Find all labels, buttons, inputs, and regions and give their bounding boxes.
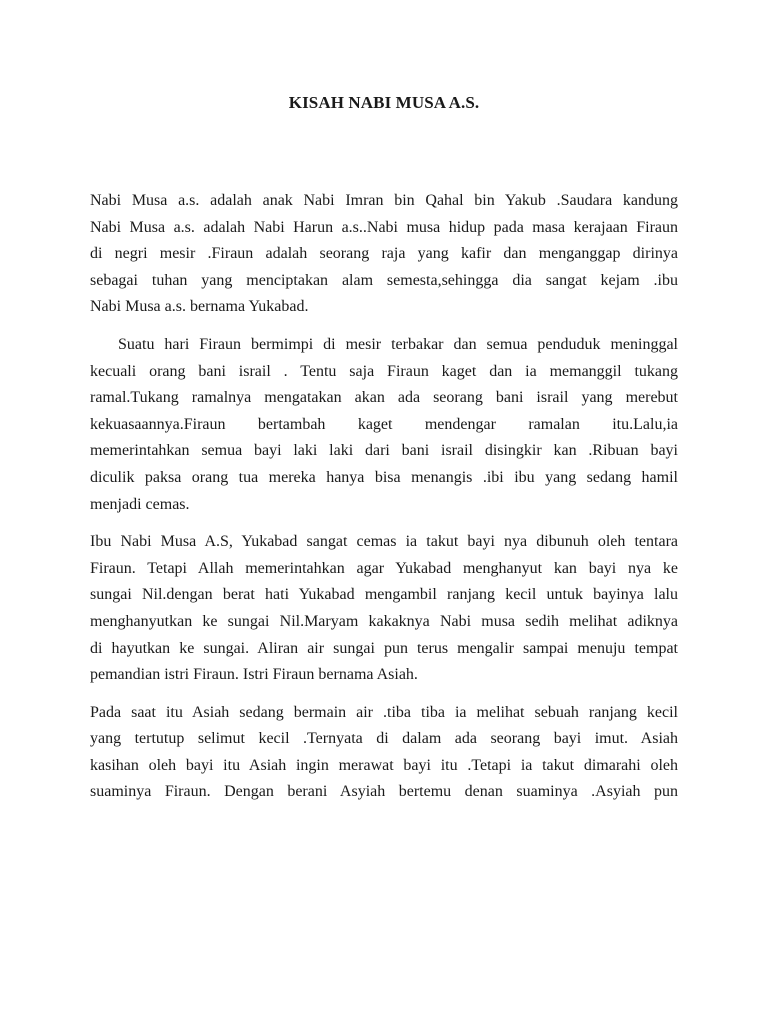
text-line: Pada saat itu Asiah sedang bermain air .tiba tiba ia melihat sebuah ranjang kecil <box>90 703 678 721</box>
text-line: suaminya Firaun. Dengan berani Asyiah bertemu denan suaminya .Asyiah pun <box>90 783 678 801</box>
text-line: Ibu Nabi Musa A.S, Yukabad sangat cemas ia takut bayi nya dibunuh oleh tentara <box>90 533 678 551</box>
text-line: yang tertutup selimut kecil .Ternyata di dalam ada seorang bayi imut. Asiah <box>90 730 678 748</box>
text-line: Firaun. Tetapi Allah memerintahkan agar Yukabad menghanyut kan bayi nya ke <box>90 559 678 577</box>
text-line: pemandian istri Firaun. Istri Firaun bernama Asiah. <box>90 666 418 684</box>
text-line: Nabi Musa a.s. adalah Nabi Harun a.s..Nabi musa hidup pada masa kerajaan Firaun <box>90 218 678 236</box>
paragraph-1 <box>90 188 678 321</box>
text-line: kekuasaannya.Firaun bertambah kaget mendengar ramalan itu.Lalu,ia <box>90 415 678 433</box>
text-line: menghanyutkan ke sungai Nil.Maryam kakaknya Nabi musa sedih melihat adiknya <box>90 612 678 630</box>
text-line: Nabi Musa a.s. adalah anak Nabi Imran bin Qahal bin Yakub .Saudara kandung <box>90 192 678 209</box>
paragraph-2 <box>90 332 678 518</box>
text-line: memerintahkan semua bayi laki laki dari bani israil disingkir kan .Ribuan bayi <box>90 442 678 460</box>
text-line: di hayutkan ke sungai. Aliran air sungai pun terus mengalir sampai menuju tempat <box>90 639 678 657</box>
text-line: ramal.Tukang ramalnya mengatakan akan ada seorang bani israil yang merebut <box>90 389 678 407</box>
paragraph-4 <box>90 700 678 806</box>
text-line: di negri mesir .Firaun adalah seorang raja yang kafir dan menganggap dirinya <box>90 245 678 263</box>
text-line: sungai Nil.dengan berat hati Yukabad mengambil ranjang kecil untuk bayinya lalu <box>90 586 678 604</box>
text-line: Nabi Musa a.s. bernama Yukabad. <box>90 298 309 316</box>
text-line: kecuali orang bani israil . Tentu saja Firaun kaget dan ia memanggil tukang <box>90 362 678 380</box>
text-line: kasihan oleh bayi itu Asiah ingin merawat bayi itu .Tetapi ia takut dimarahi oleh <box>90 756 678 774</box>
text-line: sebagai tuhan yang menciptakan alam semesta,sehingga dia sangat kejam .ibu <box>90 271 678 289</box>
paragraph-3 <box>90 529 678 689</box>
page-title: KISAH NABI MUSA A.S. <box>288 93 480 112</box>
text-line: menjadi cemas. <box>90 495 190 513</box>
text-line: Suatu hari Firaun bermimpi di mesir terbakar dan semua penduduk meninggal <box>118 335 678 353</box>
text-line: diculik paksa orang tua mereka hanya bisa menangis .ibi ibu yang sedang hamil <box>90 468 678 486</box>
document-body <box>90 188 678 817</box>
